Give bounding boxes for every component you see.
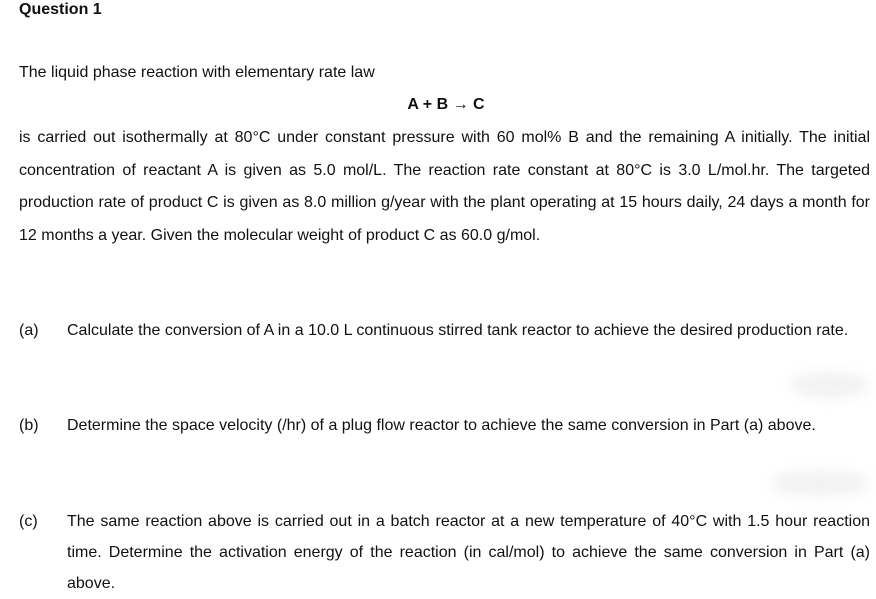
reaction-equation: A + B → C: [407, 96, 485, 113]
part-c-marker: (c): [19, 513, 38, 530]
part-b-text: Determine the space velocity (/hr) of a plug flow reactor to achieve the same conversion in Part (a) above.: [67, 417, 816, 434]
question-title: Question 1: [19, 1, 102, 18]
question-description: is carried out isothermally at 80°C under constant pressure with 60 mol% B and the remaining A initially. The initial concentration of reactant A is given as 5.0 mol/L. The reaction rate constant at 80°C is 3.0 L/mol.hr. The targeted production rate of product C is given as 8.0 million g/year with the plant operating at 15 hours daily, 24 days a month for 12 months a year. Given the molecular weight of product C as 60.0 g/mol.: [19, 129, 870, 244]
part-b-marker: (b): [19, 417, 39, 434]
scan-smudge: [790, 372, 870, 398]
part-b: [19, 410, 870, 441]
question-intro: The liquid phase reaction with elementary rate law: [19, 64, 375, 81]
scan-smudge: [770, 470, 870, 496]
part-a: [19, 315, 870, 346]
part-c-text: The same reaction above is carried out in a batch reactor at a new temperature of 40°C with 1.5 hour reaction time. Determine the activation energy of the reaction (in cal/mol) to achieve the same conversion in Part (a) above.: [67, 513, 870, 592]
part-a-text: Calculate the conversion of A in a 10.0 L continuous stirred tank reactor to achieve the desired production rate.: [67, 322, 849, 339]
part-a-marker: (a): [19, 322, 39, 339]
part-c: [19, 506, 870, 599]
